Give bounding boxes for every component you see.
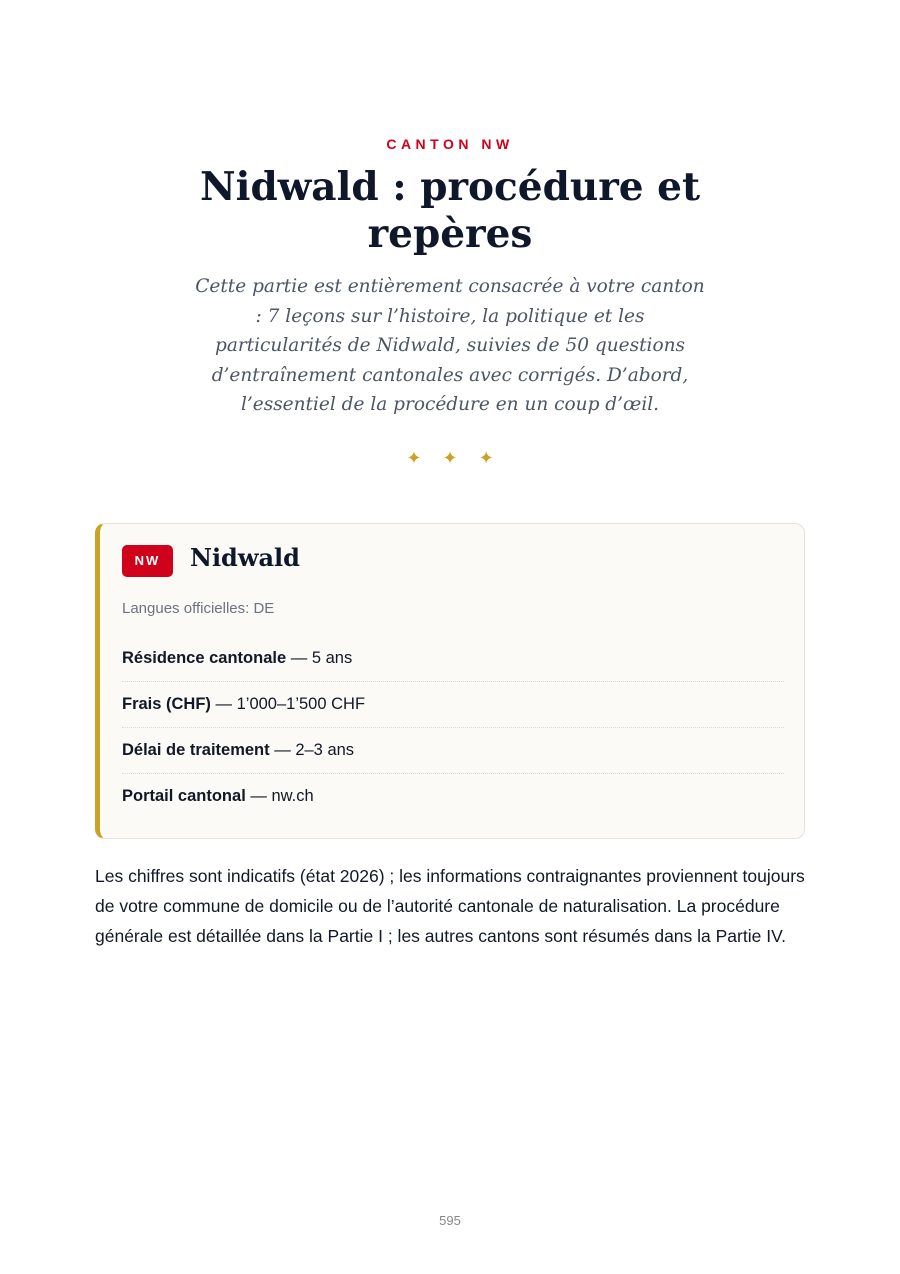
canton-info-card	[95, 523, 805, 839]
fact-label: Délai de traitement	[122, 741, 270, 759]
fact-portal	[122, 774, 784, 819]
star-icon: ✦	[406, 448, 422, 468]
fact-label: Frais (CHF)	[122, 695, 211, 713]
fact-value: 1’000–1’500 CHF	[236, 695, 366, 713]
page-title: Nidwald : procédure et repères	[200, 164, 700, 257]
fact-separator: —	[250, 787, 267, 805]
fact-value: 5 ans	[311, 649, 353, 667]
fact-label: Portail cantonal	[122, 787, 246, 805]
official-languages: Langues officielles: DE	[122, 600, 275, 617]
star-icon: ✦	[478, 448, 494, 468]
fact-separator: —	[215, 695, 233, 713]
ornament-divider	[0, 448, 900, 469]
fact-separator: —	[290, 649, 308, 667]
fact-separator: —	[274, 741, 291, 759]
fact-fees	[122, 682, 784, 728]
fact-value: nw.ch	[271, 787, 314, 805]
fact-value: 2–3 ans	[295, 741, 355, 759]
fact-label: Résidence cantonale	[122, 649, 287, 667]
intro-text: Cette partie est entièrement consacrée à votre canton : 7 leçons sur l’histoire, la politique et les particularités de Nidwald, suivies de 50 questions d’entraînement cantonales avec corrigés. D’abord, l’essentiel de la procédure en un coup d’œil.	[195, 276, 705, 415]
card-title: Nidwald	[190, 543, 300, 572]
body-paragraph: Les chiffres sont indicatifs (état 2026) ; les informations contraignantes proviennent toujours de votre commune de domicile ou de l’autorité cantonale de naturalisation. La procédure générale est détaillée dans la Partie I ; les autres cantons sont résumés dans la Partie IV.	[95, 866, 805, 946]
facts-list	[122, 636, 784, 819]
page-number: 595	[439, 1213, 461, 1228]
section-kicker: CANTON NW	[386, 136, 514, 152]
star-icon: ✦	[442, 448, 458, 468]
canton-badge: NW	[122, 545, 173, 577]
fact-residence	[122, 636, 784, 682]
fact-processing-time	[122, 728, 784, 774]
